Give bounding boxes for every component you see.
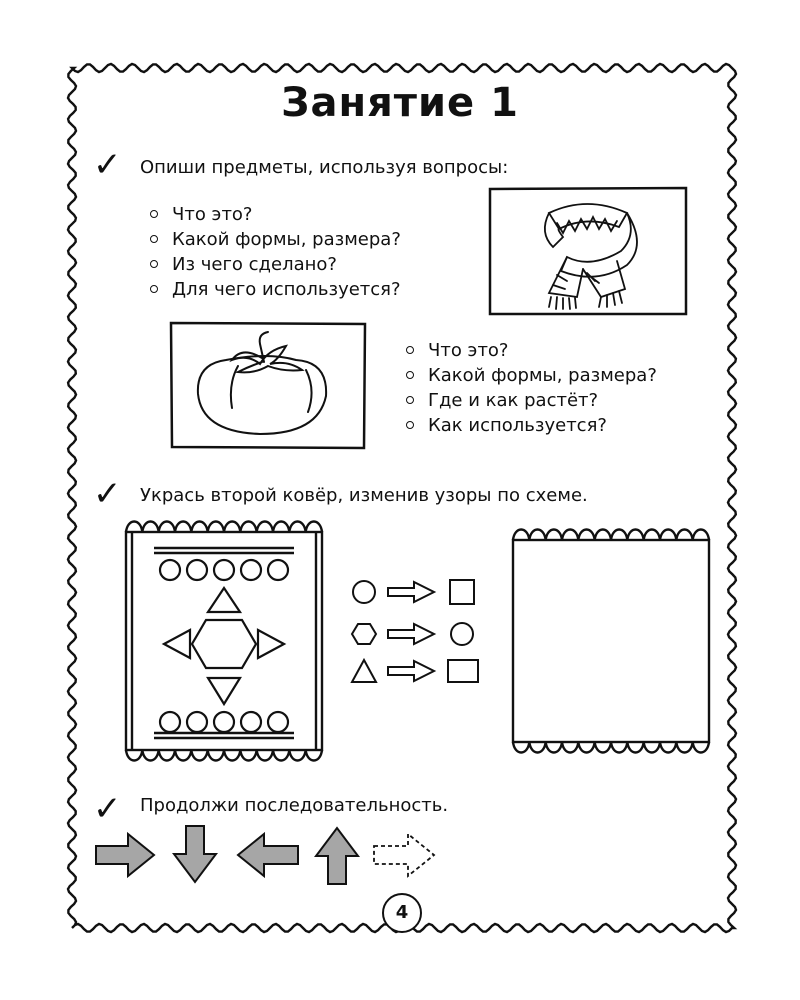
triangle-up-icon bbox=[208, 588, 240, 612]
list-item: Для чего используется? bbox=[146, 277, 401, 302]
bullet-icon bbox=[406, 346, 414, 354]
blank-carpet[interactable] bbox=[505, 512, 717, 774]
circle-row-bottom-icon bbox=[160, 712, 288, 732]
carpet-with-pattern bbox=[118, 512, 330, 774]
list-item: Как используется? bbox=[402, 413, 657, 438]
scarf-picture bbox=[487, 185, 689, 318]
transformation-scheme bbox=[342, 574, 482, 692]
list-item: Какой формы, размера? bbox=[402, 363, 657, 388]
triangle-right-icon bbox=[258, 630, 284, 658]
check-mark-icon: ✓ bbox=[93, 145, 122, 185]
rectangle-icon bbox=[448, 660, 478, 682]
arrow-right-dashed-icon bbox=[374, 834, 434, 876]
list-item: Из чего сделано? bbox=[146, 252, 401, 277]
tomato-questions bbox=[402, 338, 657, 438]
bullet-icon bbox=[150, 235, 158, 243]
arrow-right-outline-icon bbox=[388, 661, 434, 681]
page-number: 4 bbox=[382, 893, 422, 933]
arrow-right-outline-icon bbox=[388, 582, 434, 602]
check-mark-icon: ✓ bbox=[93, 789, 122, 829]
list-item: Что это? bbox=[402, 338, 657, 363]
hexagon-icon bbox=[192, 620, 256, 668]
circle-row-top-icon bbox=[160, 560, 288, 580]
task1-instruction: Опиши предметы, используя вопросы: bbox=[140, 157, 509, 178]
bullet-icon bbox=[150, 285, 158, 293]
hexagon-icon bbox=[352, 624, 376, 644]
bullet-icon bbox=[150, 260, 158, 268]
square-icon bbox=[450, 580, 474, 604]
bullet-icon bbox=[406, 396, 414, 404]
task3-instruction: Продолжи последовательность. bbox=[140, 795, 449, 816]
triangle-left-icon bbox=[164, 630, 190, 658]
arrow-down-icon bbox=[174, 826, 216, 882]
arrow-right-outline-icon bbox=[388, 624, 434, 644]
triangle-down-icon bbox=[208, 678, 240, 704]
circle-icon bbox=[353, 581, 375, 603]
tomato-picture bbox=[168, 320, 368, 451]
arrow-up-icon bbox=[316, 828, 358, 884]
list-item: Что это? bbox=[146, 202, 401, 227]
list-item: Какой формы, размера? bbox=[146, 227, 401, 252]
check-mark-icon: ✓ bbox=[93, 474, 122, 514]
arrow-left-icon bbox=[238, 834, 298, 876]
list-item: Где и как растёт? bbox=[402, 388, 657, 413]
scarf-questions bbox=[146, 202, 401, 302]
bullet-icon bbox=[150, 210, 158, 218]
page-title: Занятие 1 bbox=[281, 80, 519, 126]
arrow-right-icon bbox=[96, 834, 154, 876]
task2-instruction: Укрась второй ковёр, изменив узоры по схеме. bbox=[140, 485, 588, 506]
arrow-sequence bbox=[92, 822, 452, 888]
circle-icon bbox=[451, 623, 473, 645]
bullet-icon bbox=[406, 421, 414, 429]
bullet-icon bbox=[406, 371, 414, 379]
triangle-icon bbox=[352, 660, 376, 682]
